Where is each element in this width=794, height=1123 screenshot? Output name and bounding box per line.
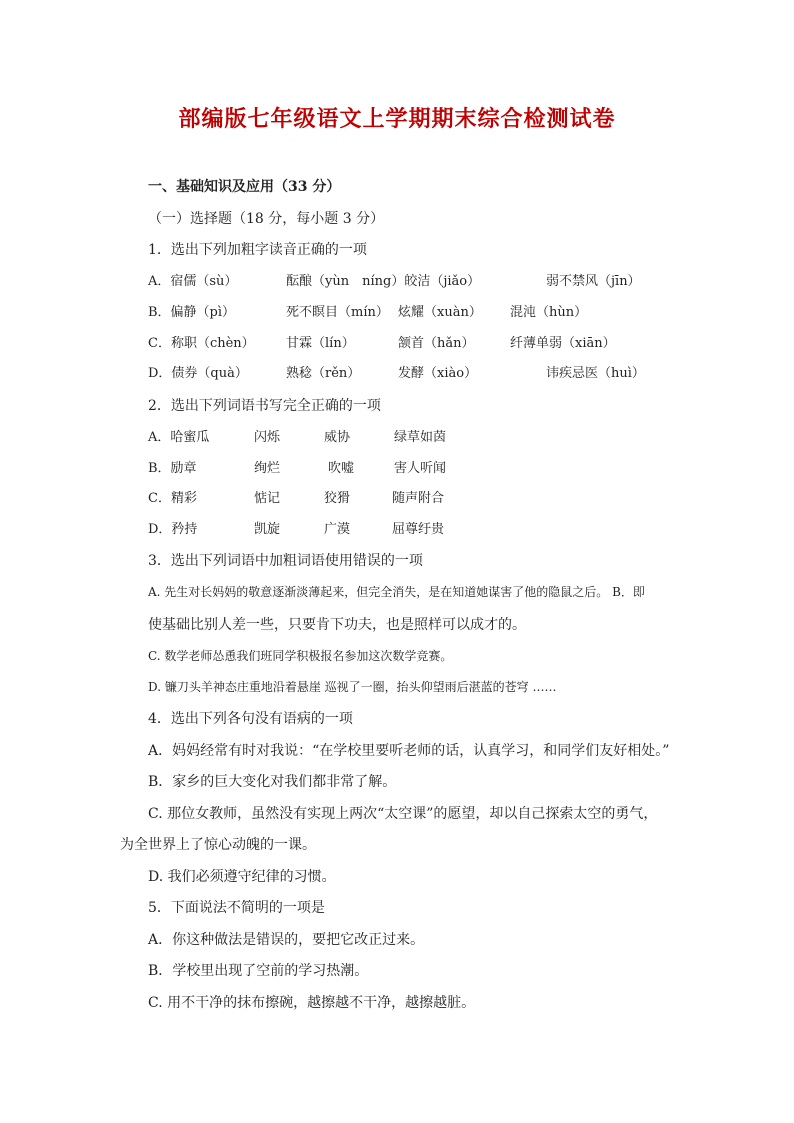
q5-option-a: A．你这种做法是错误的，要把它改正过来。 (148, 932, 425, 948)
q2-option-c (148, 487, 708, 507)
q2-b-word4: 害人听闻 (394, 461, 447, 476)
q2-c-word2: 惦记 (254, 491, 281, 506)
question-1-stem: 1．选出下列加粗字读音正确的一项 (148, 242, 367, 258)
q2-d-word3: 广漠 (324, 522, 351, 537)
q2-d-word1: D．矜持 (148, 522, 198, 537)
q1-d-word4: 讳疾忌医（huì） (546, 366, 645, 381)
q3-option-a-cont: 使基础比别人差一些，只要肯下功夫，也是照样可以成才的。 (148, 617, 526, 633)
q4-option-c: C. 那位女教师，虽然没有实现上两次“太空课”的愿望，却以自己探索太空的勇气， (148, 806, 658, 822)
q2-a-word4: 绿草如茵 (394, 430, 447, 445)
q2-c-word4: 随声附合 (392, 491, 445, 506)
q3-option-d: D. 镰刀头羊神态庄重地沿着悬崖 巡视了一圈，抬头仰望雨后湛蓝的苍穹 …… (148, 680, 557, 694)
document-title: 部编版七年级语文上学期期末综合检测试卷 (178, 106, 616, 132)
question-3-stem: 3．选出下列词语中加粗词语使用错误的一项 (148, 553, 423, 569)
q3-option-c: C. 数学老师怂恿我们班同学积极报名参加这次数学竞赛。 (148, 649, 453, 663)
q2-b-word3: 吹嘘 (328, 461, 355, 476)
q1-c-word3: 颔首（hǎn） (398, 336, 475, 351)
q1-option-d (148, 362, 708, 382)
question-4-stem: 4．选出下列各句没有语病的一项 (148, 711, 353, 727)
q1-option-c (148, 332, 708, 352)
q1-c-word4: 纤薄单弱（xiān） (510, 336, 616, 351)
q3-option-a: A. 先生对长妈妈的敬意逐渐淡薄起来，但完全消失，是在知道她谋害了他的隐鼠之后。 B．即 (148, 585, 645, 599)
q1-b-word2: 死不瞑目（mín） (286, 305, 389, 320)
q5-option-c: C. 用不干净的抹布擦碗，越擦越不干净，越擦越脏。 (148, 995, 476, 1011)
q4-option-c-cont: 为全世界上了惊心动魄的一课。 (120, 837, 316, 853)
q2-b-word1: B．励章 (148, 461, 197, 476)
q1-c-word1: C．称职（chèn） (148, 336, 255, 351)
q1-d-word2: 熟稔（rěn） (286, 366, 361, 381)
q1-a-word1: A．宿儒（sù） (148, 274, 238, 289)
q2-option-a (148, 426, 708, 446)
q2-d-word4: 屈尊纡贵 (392, 522, 445, 537)
q2-c-word3: 狡猾 (324, 491, 351, 506)
q1-b-word1: B．偏静（pì） (148, 305, 236, 320)
q1-d-word3: 发酵（xiào） (398, 366, 478, 381)
q2-c-word1: C．精彩 (148, 491, 197, 506)
q2-d-word2: 凯旋 (254, 522, 281, 537)
q5-option-b: B．学校里出现了空前的学习热潮。 (148, 963, 369, 979)
question-2-stem: 2．选出下列词语书写完全正确的一项 (148, 398, 381, 414)
q1-option-b (148, 301, 708, 321)
q2-option-d (148, 518, 708, 538)
q2-a-word3: 威协 (324, 430, 351, 445)
q4-option-b: B．家乡的巨大变化对我们都非常了解。 (148, 774, 397, 790)
q1-b-word3: 炫耀（xuàn） (398, 305, 482, 320)
q1-option-a (148, 270, 708, 290)
q4-option-a: A．妈妈经常有时对我说：“在学校里要听老师的话，认真学习，和同学们友好相处。” (148, 743, 670, 759)
section-heading: 一、基础知识及应用（33 分） (148, 179, 341, 195)
q1-c-word2: 甘霖（lín） (286, 336, 355, 351)
q2-a-word2: 闪烁 (254, 430, 281, 445)
q4-option-d: D. 我们必须遵守纪律的习惯。 (148, 869, 336, 885)
q2-option-b (148, 457, 708, 477)
q2-a-word1: A．哈蜜瓜 (148, 430, 210, 445)
q1-d-word1: D．债券（quà） (148, 366, 248, 381)
q1-a-word2: 酝酿（yùn níng）皎洁（jiǎo） (286, 274, 481, 289)
question-5-stem: 5．下面说法不简明的一项是 (148, 900, 325, 916)
q1-a-word4: 弱不禁风（jīn） (546, 274, 641, 289)
q1-b-word4: 混沌（hùn） (510, 305, 588, 320)
q2-b-word2: 绚烂 (254, 461, 281, 476)
subsection-heading: （一）选择题（18 分，每小题 3 分） (148, 211, 385, 227)
